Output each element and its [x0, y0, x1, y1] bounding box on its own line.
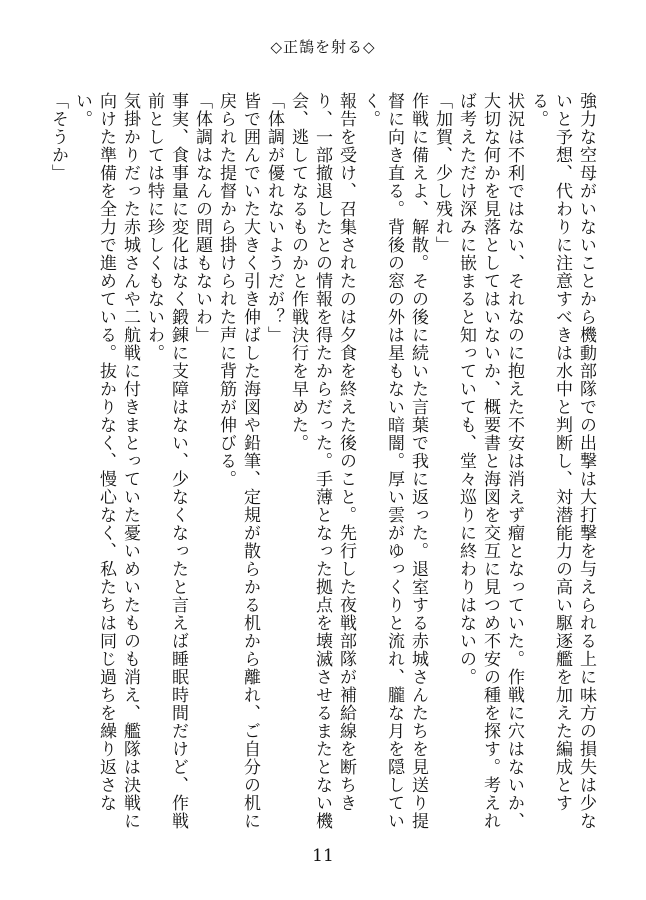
dialogue-line: 「加賀、少し残れ」	[432, 92, 452, 254]
dialogue-line: 「体調が優れないようだが？」	[264, 92, 284, 344]
dialogue-line: 「そうか」	[48, 92, 68, 182]
paragraph: 状況は不利ではない、それなのに抱えた不安は消えず瘤となっていた。作戦に穴はないか、大切な何かを見落としてはいないか、概要書と海図を交互に見つめ不安の種を探す。考えれば考えただけ深みに嵌まると知っていても、堂々巡りに終わりはないの。	[456, 92, 524, 830]
paragraph: 強力な空母がいないことから機動部隊での出撃は大打撃を与えられる上に味方の損失は少ないと予想、代わりに注意すべきは水中と判断し、対潜能力の高い駆逐艦を加えた編成とする。	[528, 92, 596, 830]
paragraph: 事実、食事量に変化はなく鍛錬に支障はない、少なくなったと言えば睡眠時間だけど、作戦前としては特に珍しくもないわ。	[144, 92, 188, 830]
paragraph: 気掛かりだった赤城さんや二航戦に付きまとっていた憂いめいたものも消え、艦隊は決戦に向けた準備を全力で進めている。抜かりなく、慢心なく、私たちは同じ過ちを繰り返さない。	[72, 92, 140, 830]
page-number: 11	[312, 846, 334, 866]
paragraph: 報告を受け、召集されたのは夕食を終えた後のこと。先行した夜戦部隊が補給線を断ちきり、一部撤退したとの情報を得たからだった。手薄となった拠点を壊滅させるまたとない機会、逃してなるものかと作戦決行を早めた。	[288, 92, 356, 830]
dialogue-line: 「体調はなんの問題もないわ」	[192, 92, 212, 344]
paragraph: 皆で囲んでいた大きく引き伸ばした海図や鉛筆、定規が散らかる机から離れ、ご自分の机に戻られた提督から掛けられた声に背筋が伸びる。	[216, 92, 260, 830]
running-head: ◇正鵠を射る◇	[270, 38, 376, 56]
paragraph: 作戦に備えよ、解散。その後に続いた言葉で我に返った。退室する赤城さんたちを見送り提督に向き直る。背後の窓の外は星もない暗闇。厚い雲がゆっくりと流れ、朧な月を隠していく。	[360, 92, 428, 830]
body-text-vertical	[48, 92, 598, 840]
